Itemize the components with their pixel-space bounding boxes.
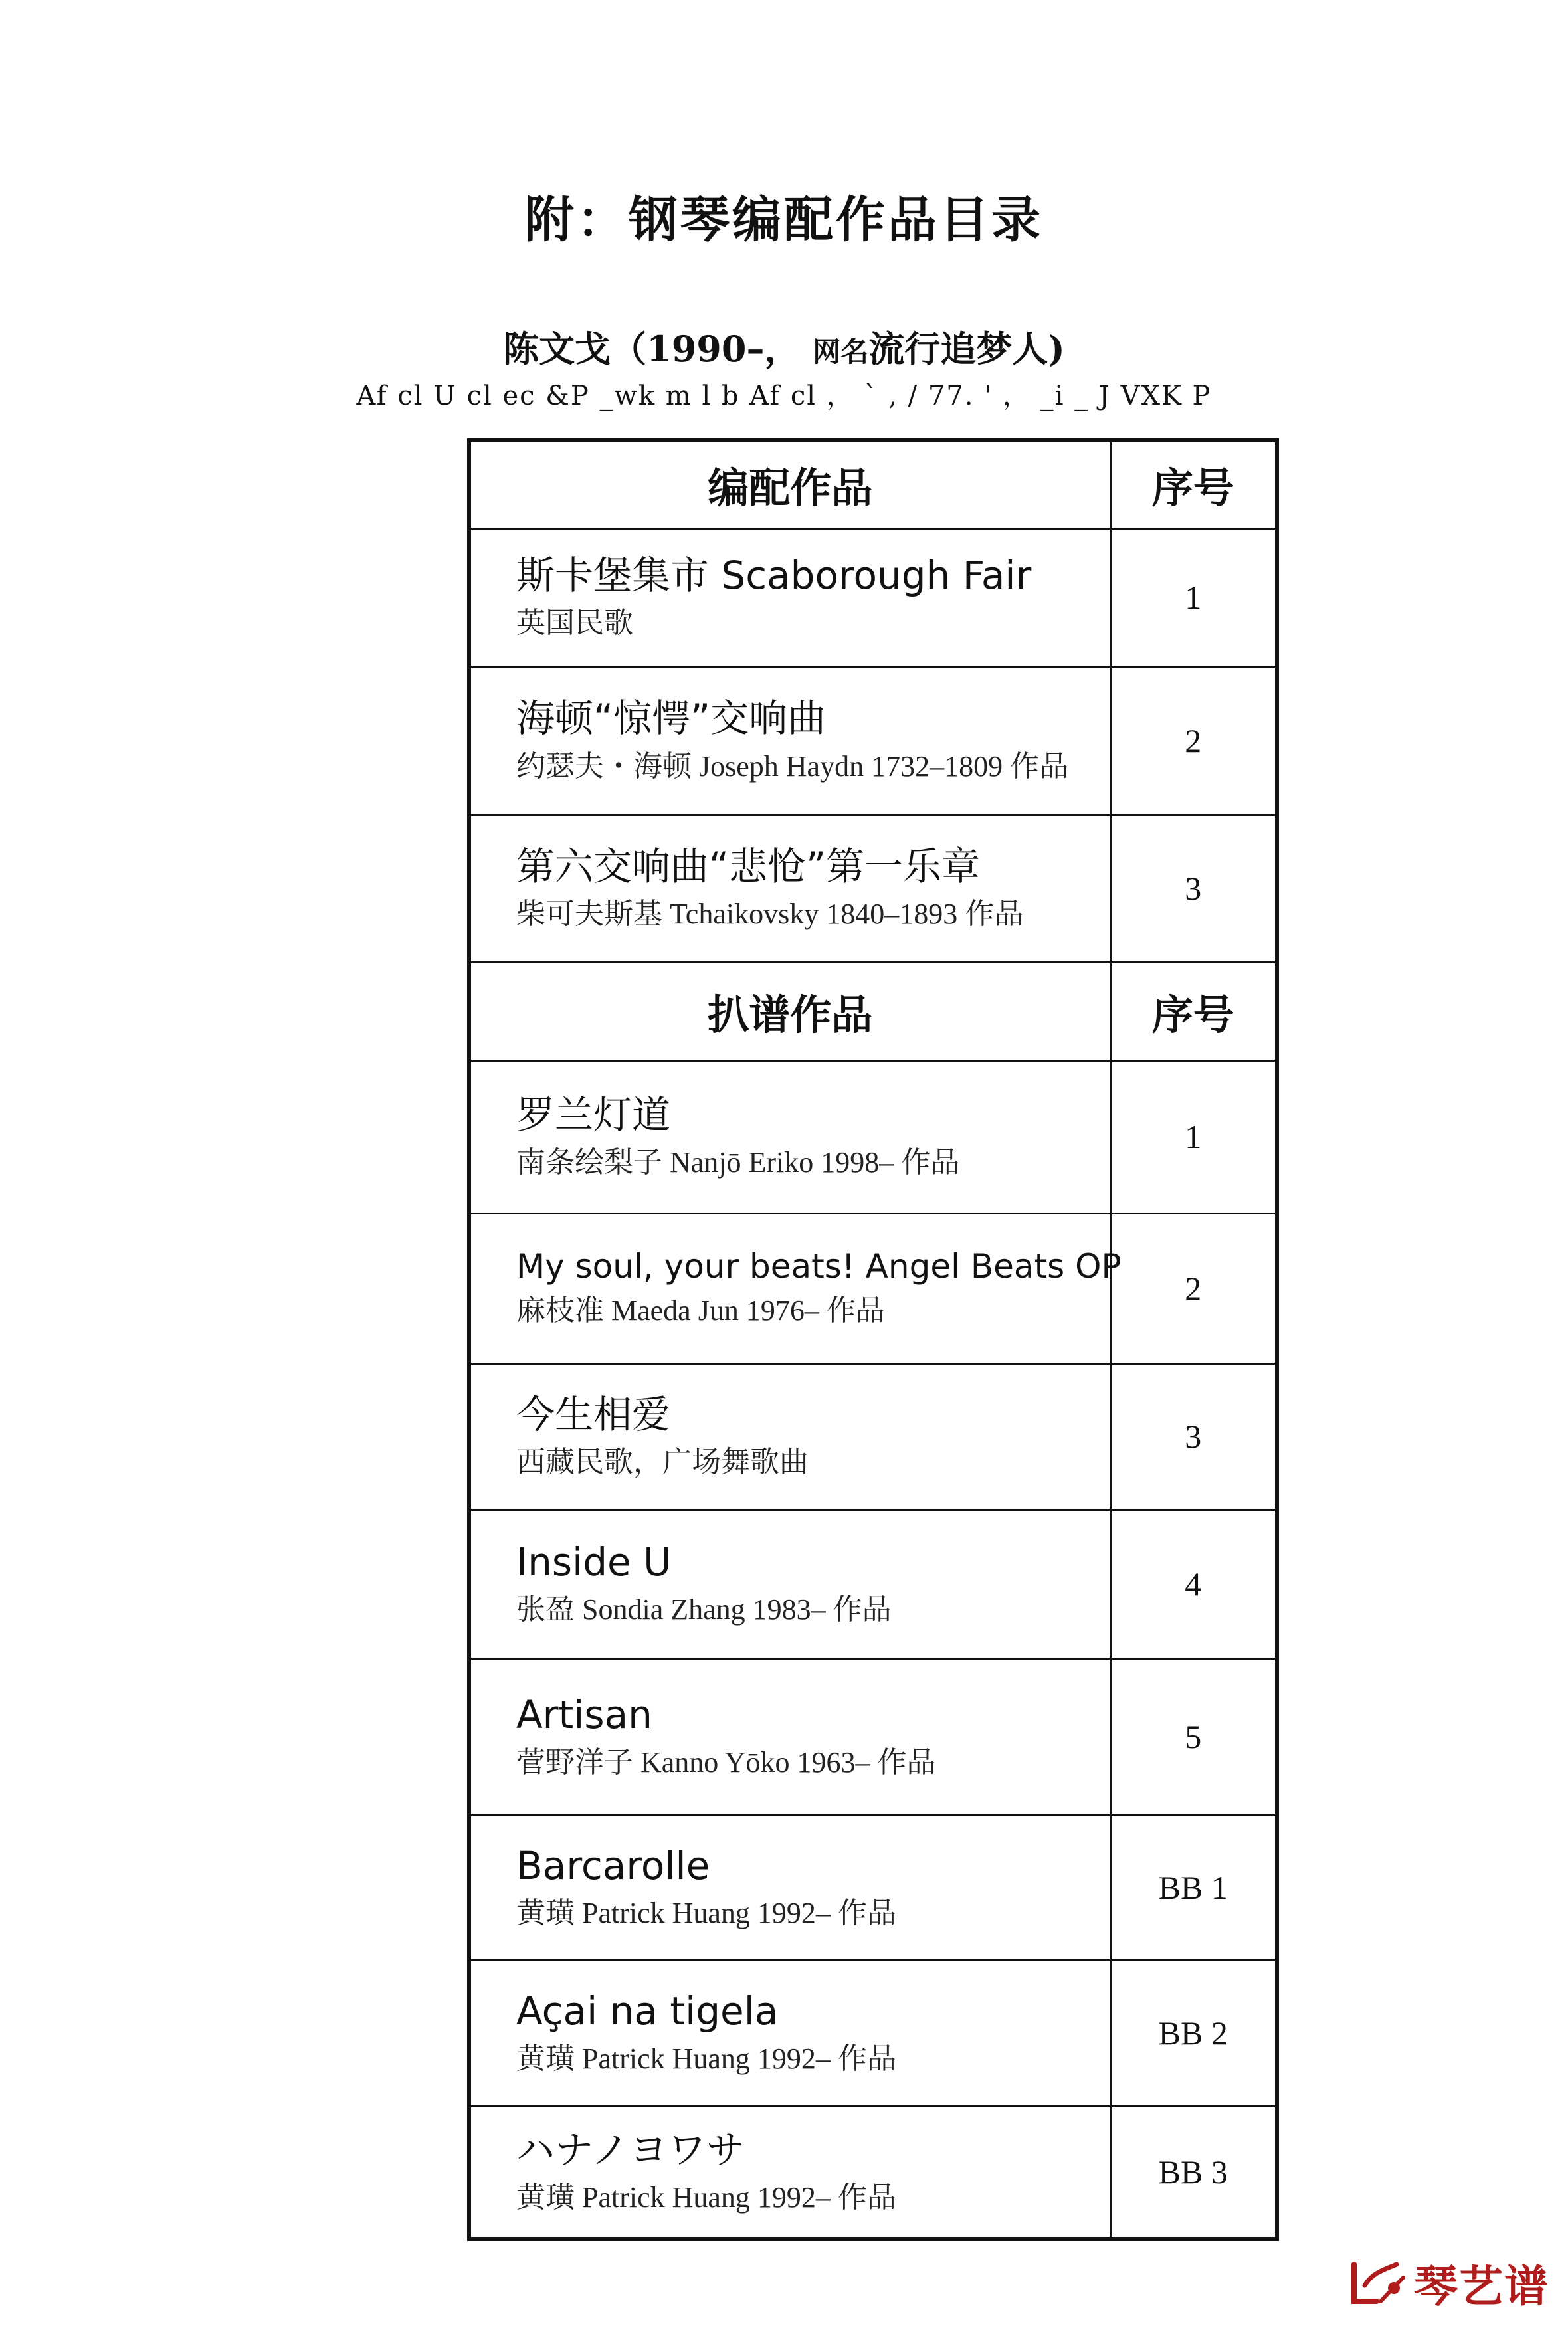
table-row <box>469 1658 1277 1815</box>
work-title: 罗兰灯道 <box>516 1092 671 1137</box>
author-nickname: 流行追梦人) <box>868 328 1065 370</box>
work-cell <box>469 815 1110 962</box>
work-cell <box>469 1658 1110 1815</box>
number-header: 序号 <box>1110 440 1277 528</box>
work-title: 今生相爱 <box>516 1391 671 1437</box>
works-catalog-table <box>467 438 1279 2241</box>
work-title: Barcarolle <box>516 1842 710 1888</box>
work-number: 5 <box>1110 1658 1277 1815</box>
work-subtitle: 南条绘梨子 Nanjō Eriko 1998– 作品 <box>516 1146 960 1179</box>
table-row <box>469 2106 1277 2239</box>
work-subtitle: 西藏民歌，广场舞歌曲 <box>516 1446 809 1479</box>
work-title: Inside U <box>516 1539 672 1585</box>
work-title: Artisan <box>516 1692 652 1737</box>
work-number: 2 <box>1110 666 1277 815</box>
work-cell <box>469 1960 1110 2106</box>
table-row <box>469 1960 1277 2106</box>
work-subtitle: 黄璜 Patrick Huang 1992– 作品 <box>516 2042 896 2076</box>
table-row <box>469 528 1277 666</box>
work-cell <box>469 2106 1110 2239</box>
author-nickname-prefix: 网名 <box>813 336 869 368</box>
work-subtitle: 英国民歌 <box>516 607 633 640</box>
watermark-text: 琴艺谱 <box>1414 2261 1549 2312</box>
page-title: 附：钢琴编配作品目录 <box>525 191 1043 248</box>
work-title: My soul, your beats! Angel Beats OP <box>516 1247 1122 1286</box>
number-header: 序号 <box>1110 962 1277 1060</box>
watermark-logo <box>1350 2251 1549 2314</box>
table-row <box>469 1363 1277 1509</box>
work-title: 第六交响曲“悲怆”第一乐章 <box>516 843 981 889</box>
work-cell <box>469 666 1110 815</box>
work-subtitle: 菅野洋子 Kanno Yōko 1963– 作品 <box>516 1746 936 1779</box>
work-subtitle: 张盈 Sondia Zhang 1983– 作品 <box>516 1593 892 1626</box>
author-line <box>0 321 1568 372</box>
work-cell <box>469 1060 1110 1213</box>
section-header-transcribed: 扒谱作品 <box>469 962 1110 1060</box>
work-cell <box>469 1363 1110 1509</box>
table-row <box>469 815 1277 962</box>
work-number: BB 1 <box>1110 1815 1277 1960</box>
work-number: BB 2 <box>1110 1960 1277 2106</box>
work-subtitle: 柴可夫斯基 Tchaikovsky 1840–1893 作品 <box>516 898 1024 931</box>
work-number: 4 <box>1110 1509 1277 1658</box>
work-cell <box>469 1815 1110 1960</box>
section-header-row <box>469 962 1277 1060</box>
section-header-row <box>469 440 1277 528</box>
work-title: ハナノヨワサ <box>516 2127 745 2173</box>
work-cell <box>469 1509 1110 1658</box>
work-cell <box>469 528 1110 666</box>
work-number: 3 <box>1110 815 1277 962</box>
table-row <box>469 1060 1277 1213</box>
work-subtitle: 黄璜 Patrick Huang 1992– 作品 <box>516 1897 896 1930</box>
work-subtitle: 黄璜 Patrick Huang 1992– 作品 <box>516 2181 896 2214</box>
music-note-logo-icon <box>1350 2259 1407 2307</box>
work-title: 海顿“惊愕”交响曲 <box>516 696 827 741</box>
work-subtitle: 约瑟夫・海顿 Joseph Haydn 1732–1809 作品 <box>516 749 1069 783</box>
work-cell <box>469 1213 1122 1363</box>
work-title: 斯卡堡集市 Scaborough Fair <box>516 552 1032 598</box>
table-row <box>469 666 1277 815</box>
table-row <box>469 1509 1277 1658</box>
work-number: 1 <box>1110 1060 1277 1213</box>
work-number: 3 <box>1110 1363 1277 1509</box>
work-subtitle: 麻枝准 Maeda Jun 1976– 作品 <box>516 1294 885 1327</box>
work-number: BB 3 <box>1110 2106 1277 2239</box>
table-row <box>469 1815 1277 1960</box>
work-title: Açai na tigela <box>516 1988 779 2034</box>
section-header-arranged: 编配作品 <box>469 440 1110 528</box>
work-number: 1 <box>1110 528 1277 666</box>
work-number: 2 <box>1110 1213 1277 1363</box>
table-row <box>469 1213 1277 1363</box>
author-romanized-line: Af cl U cl ec &P _wk m l b Af cl ， ` , / 77. ' ， _i _ J VXK P <box>356 381 1212 411</box>
author-name: 陈文戈（1990–， <box>503 328 801 370</box>
